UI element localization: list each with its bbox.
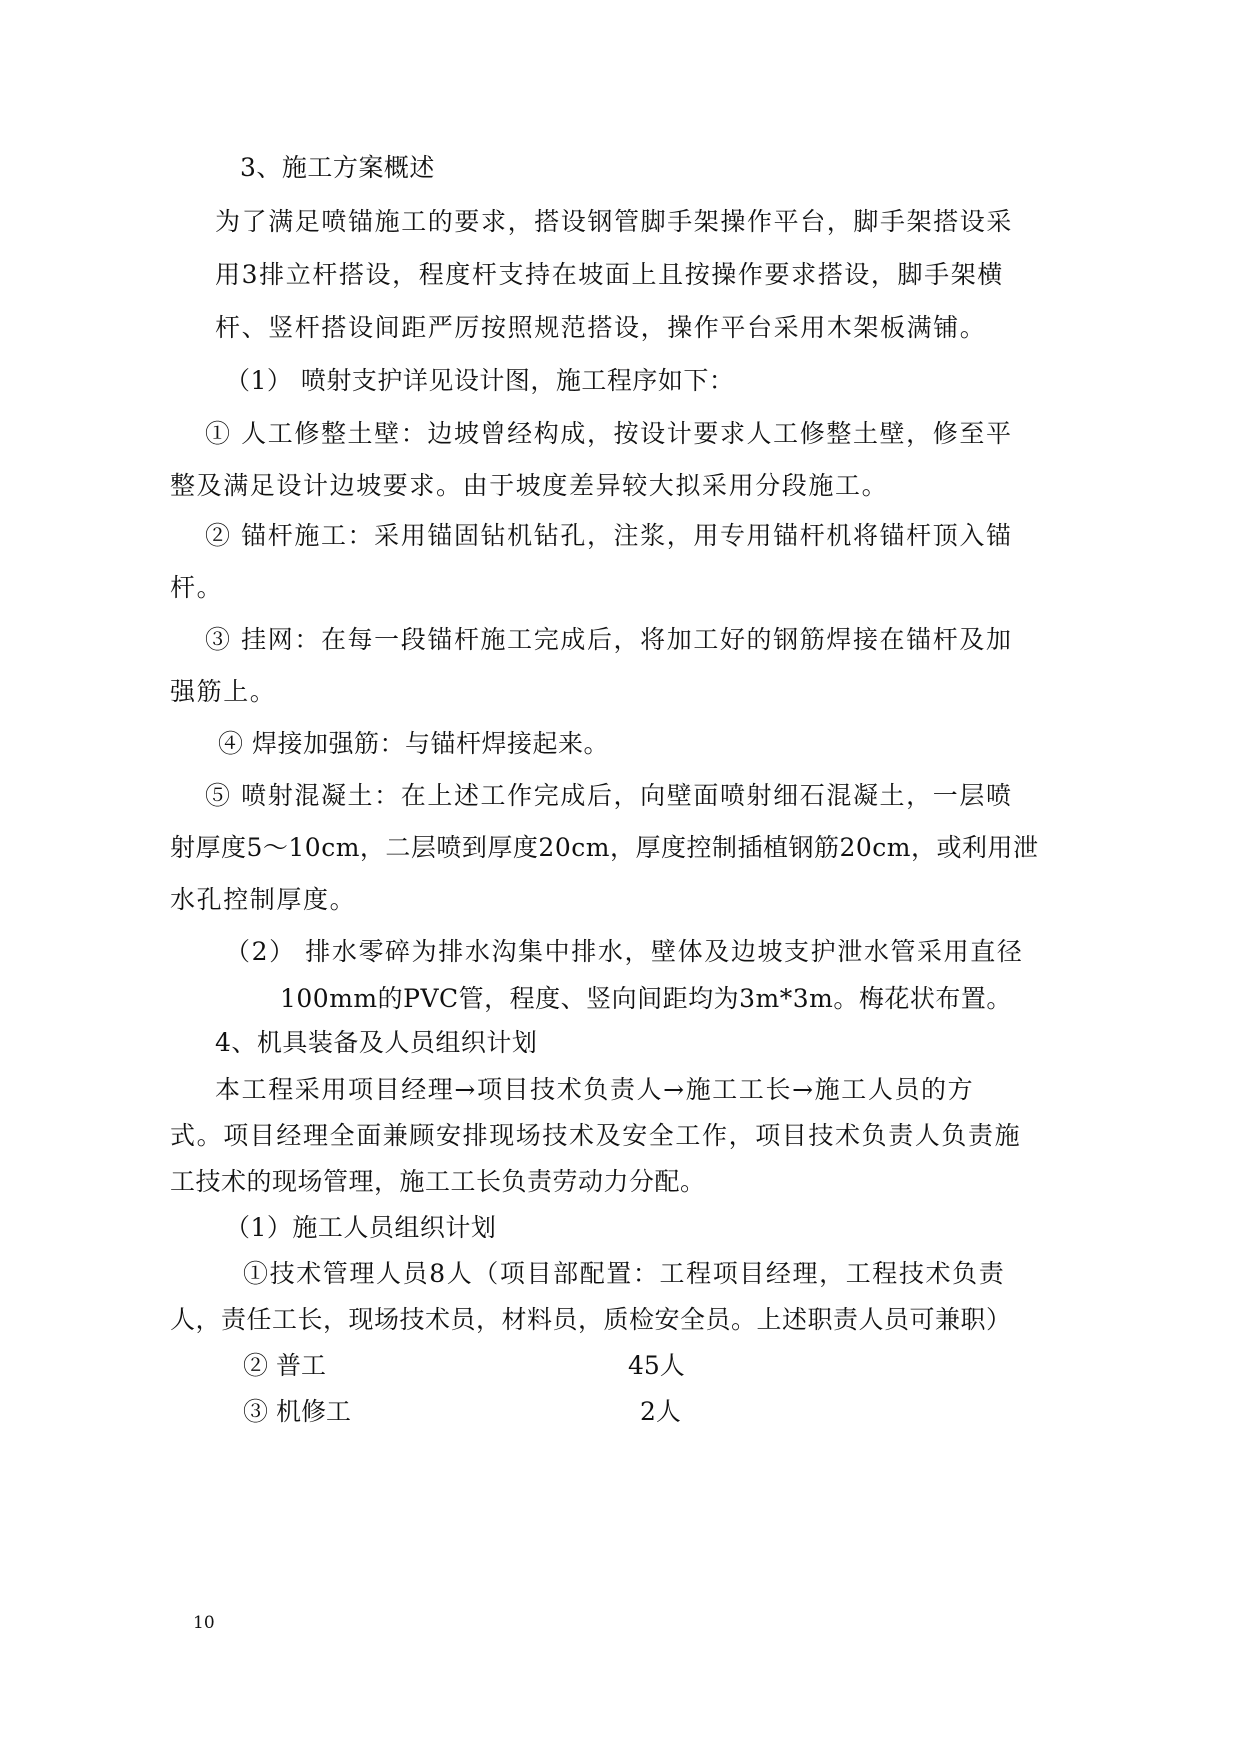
subsection-heading: （1） 喷射支护详见设计图，施工程序如下：	[225, 366, 735, 395]
paragraph-line: 100mm的PVC管，程度、竖向间距均为3m*3m。梅花状布置。	[280, 984, 1012, 1013]
subsection-heading: （1）施工人员组织计划	[225, 1213, 497, 1242]
staff-count: 45人	[628, 1351, 685, 1380]
paragraph-line: 式。项目经理全面兼顾安排现场技术及安全工作，项目技术负责人负责施	[170, 1121, 1022, 1150]
list-item-line: 整及满足设计边坡要求。由于坡度差异较大拟采用分段施工。	[170, 471, 889, 500]
list-item-line: ④ 焊接加强筋：与锚杆焊接起来。	[218, 729, 609, 758]
list-item-line: ① 人工修整土壁：边坡曾经构成，按设计要求人工修整土壁，修至平	[205, 419, 1013, 448]
list-item-line: 人，责任工长，现场技术员，材料员，质检安全员。上述职责人员可兼职）	[170, 1305, 1012, 1334]
list-item-line: 射厚度5～10cm，二层喷到厚度20cm，厚度控制插植钢筋20cm，或利用泄	[170, 833, 1039, 862]
list-item-line: 水孔控制厚度。	[170, 885, 357, 914]
staff-role: ③ 机修工	[243, 1397, 351, 1426]
paragraph-line: 用3排立杆搭设，程度杆支持在坡面上且按操作要求搭设，脚手架横	[215, 260, 1004, 289]
list-item-line: 杆。	[170, 573, 224, 602]
staff-count: 2人	[640, 1397, 681, 1426]
section-heading: 3、施工方案概述	[240, 153, 435, 182]
list-item-line: ①技术管理人员8人（项目部配置：工程项目经理，工程技术负责	[243, 1259, 1006, 1288]
paragraph-line: 为了满足喷锚施工的要求，搭设钢管脚手架操作平台，脚手架搭设采	[215, 207, 1014, 236]
staff-role: ② 普工	[243, 1351, 326, 1380]
list-item-line: 强筋上。	[170, 677, 277, 706]
list-item-line: ② 锚杆施工：采用锚固钻机钻孔，注浆，用专用锚杆机将锚杆顶入锚	[205, 521, 1013, 550]
subsection-heading: （2） 排水零碎为排水沟集中排水，壁体及边坡支护泄水管采用直径	[225, 937, 1024, 966]
section-heading: 4、机具装备及人员组织计划	[215, 1028, 538, 1057]
paragraph-line: 工技术的现场管理，施工工长负责劳动力分配。	[170, 1167, 706, 1196]
list-item-line: ⑤ 喷射混凝土：在上述工作完成后，向壁面喷射细石混凝土，一层喷	[205, 781, 1013, 810]
page-number: 10	[193, 1613, 215, 1633]
paragraph-line: 本工程采用项目经理→项目技术负责人→施工工长→施工人员的方	[215, 1075, 975, 1104]
paragraph-line: 杆、竖杆搭设间距严厉按照规范搭设，操作平台采用木架板满铺。	[215, 313, 987, 342]
list-item-line: ③ 挂网：在每一段锚杆施工完成后，将加工好的钢筋焊接在锚杆及加	[205, 625, 1013, 654]
